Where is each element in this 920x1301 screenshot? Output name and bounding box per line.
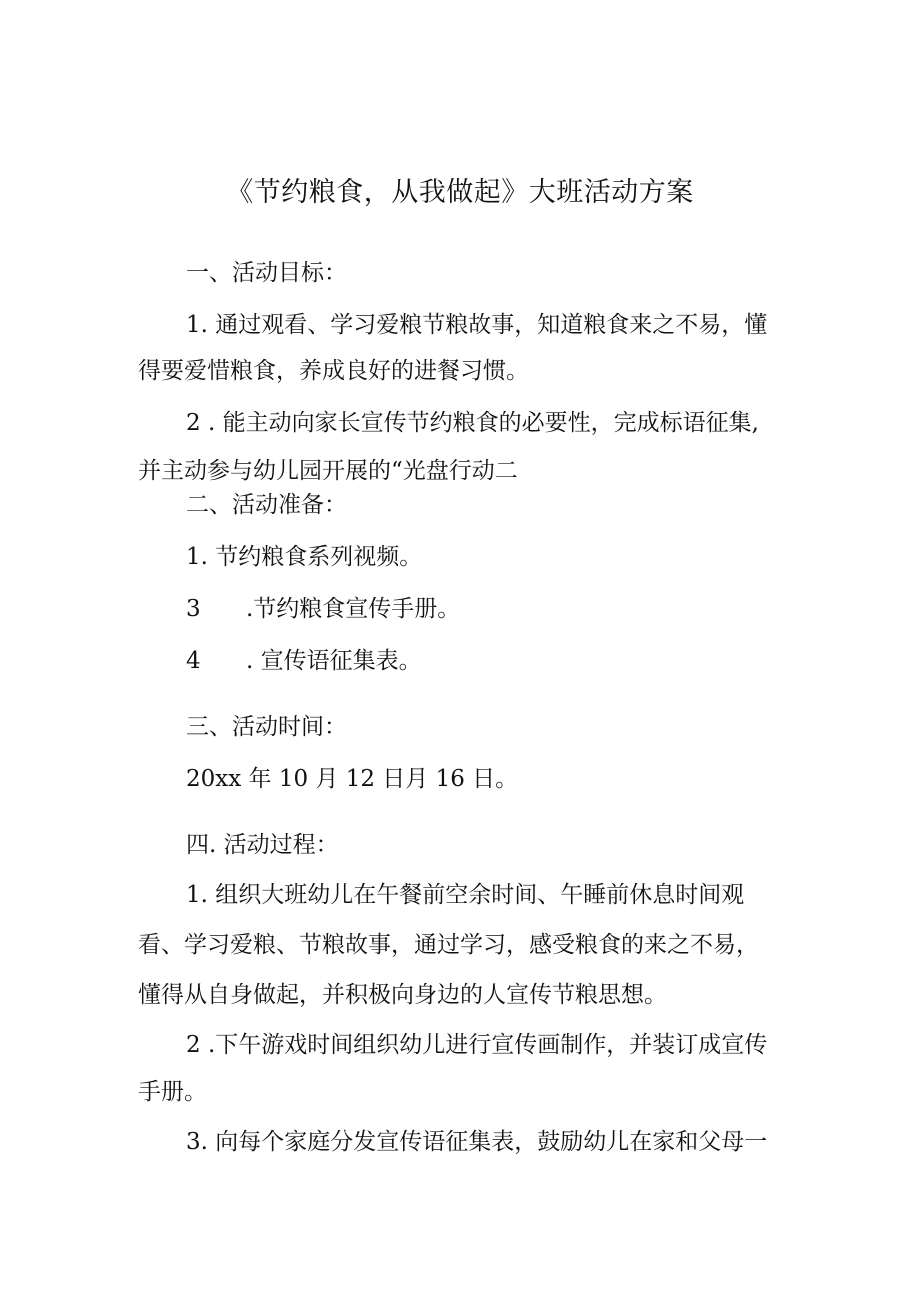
goal-1-line-2: 得要爱惜粮食，养成良好的进餐习惯。 — [138, 358, 529, 384]
process-1-line-1: 1. 组织大班幼儿在午餐前空余时间、午睡前休息时间观 — [186, 882, 745, 908]
section-heading-goals: 一、活动目标： — [186, 260, 347, 286]
goal-1-line-1: 1. 通过观看、学习爱粮节粮故事，知道粮食来之不易，懂 — [186, 312, 768, 338]
process-2-line-2: 手册。 — [138, 1079, 207, 1105]
section-heading-preparation: 二、活动准备： — [186, 492, 347, 518]
section-heading-process: 四. 活动过程： — [186, 832, 339, 858]
section-heading-time: 三、活动时间： — [186, 714, 347, 740]
document-title: 《节约粮食，从我做起》大班活动方案 — [226, 177, 694, 208]
process-1-line-2: 看、学习爱粮、节粮故事，通过学习，感受粮食的来之不易， — [138, 932, 759, 958]
goal-2-line-2: 并主动参与幼儿园开展的“光盘行动二 — [138, 458, 518, 484]
process-1-line-3: 懂得从自身做起，并积极向身边的人宣传节粮思想。 — [138, 982, 667, 1008]
prep-item-3-text: .节约粮食宣传手册。 — [246, 596, 461, 622]
process-3-line-1: 3. 向每个家庭分发宣传语征集表，鼓励幼儿在家和父母一 — [186, 1129, 768, 1155]
prep-item-4-number: 4 — [186, 648, 201, 674]
goal-2-line-1: 2 . 能主动向家长宣传节约粮食的必要性，完成标语征集, — [186, 410, 759, 436]
prep-item-1: 1. 节约粮食系列视频。 — [186, 544, 423, 570]
process-2-line-1: 2 .下午游戏时间组织幼儿进行宣传画制作，并装订成宣传 — [186, 1032, 768, 1058]
prep-item-4-text: . 宣传语征集表。 — [246, 648, 422, 674]
activity-date: 20xx 年 10 月 12 日月 16 日。 — [186, 766, 519, 792]
prep-item-3-number: 3 — [186, 596, 201, 622]
